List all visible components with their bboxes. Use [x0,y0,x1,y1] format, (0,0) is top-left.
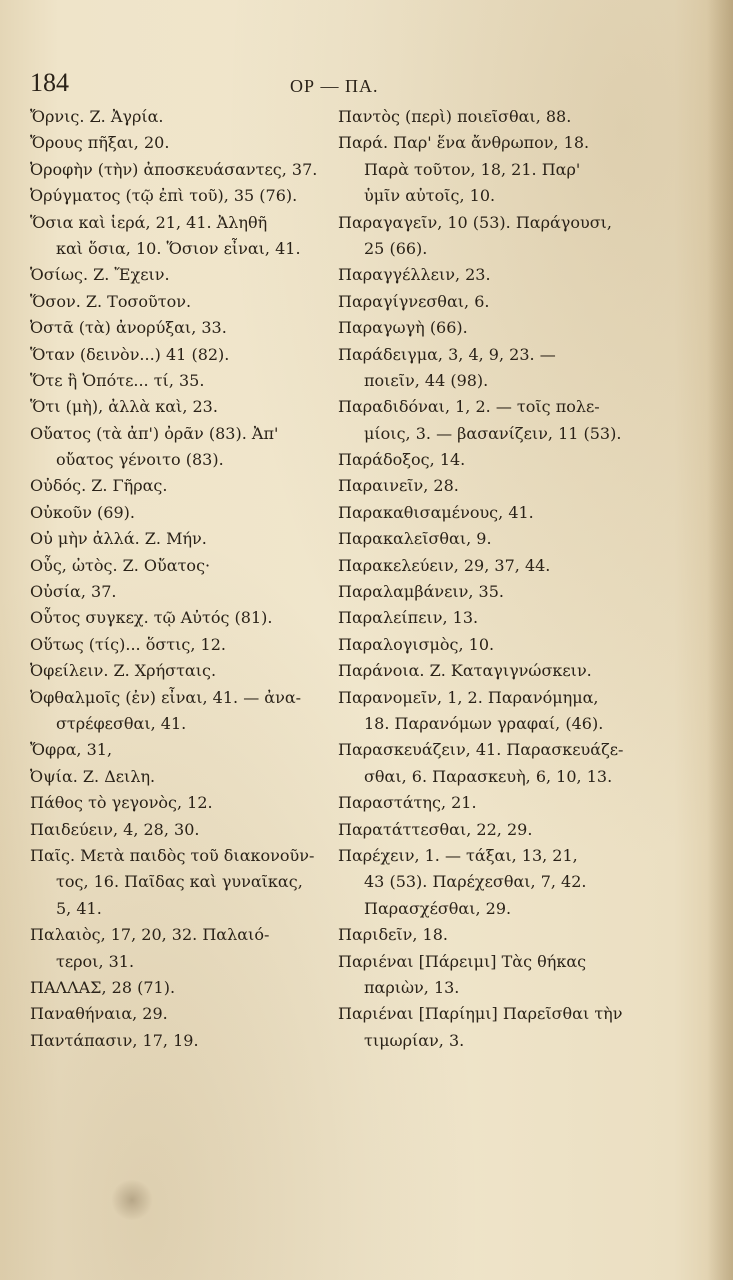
index-entry-continuation: Παρὰ τοῦτον, 18, 21. Παρ' [364,159,581,179]
index-entry: Παλαιὸς, 17, 20, 32. Παλαιό- [30,925,270,945]
index-entry: Ὀψία. Ζ. Δειλη. [30,766,156,786]
index-entry: Ὄρους πῆξαι, 20. [30,133,170,153]
index-entry: Παντάπασιν, 17, 19. [30,1030,199,1050]
index-entry: Παραγωγὴ (66). [338,318,468,338]
index-entry: Παράνοια. Ζ. Καταγιγνώσκειν. [338,661,592,681]
index-entry: Παρακελεύειν, 29, 37, 44. [338,555,551,575]
index-entry: Παρακαθισαμένους, 41. [338,502,534,522]
running-head: ΟΡ — ΠΑ. [290,76,379,96]
index-entry: Παραλαμβάνειν, 35. [338,582,504,602]
index-entry: Παριέναι [Παρίημι] Παρεῖσθαι τὴν [338,1004,623,1024]
index-entry-continuation: παριὼν, 13. [364,977,460,997]
index-entry: Οὐ μὴν ἀλλά. Ζ. Μήν. [30,529,207,549]
index-entry: Ὀφθαλμοῖς (ἐν) εἶναι, 41. — ἀνα- [30,687,302,707]
index-entry: Παρακαλεῖσθαι, 9. [338,529,492,549]
index-entry: Ὅσια καὶ ἱερά, 21, 41. Ἀληθῆ [30,212,268,232]
index-entry-continuation: μίοις, 3. — βασανίζειν, 11 (53). [364,423,622,443]
index-entry: Ὀφείλειν. Ζ. Χρήσταις. [30,661,217,681]
index-entry: Ὅτε ἢ Ὁπότε... τί, 35. [30,370,205,390]
index-entry-continuation: στρέφεσθαι, 41. [56,713,187,733]
index-entry-continuation: 18. Παρανόμων γραφαί, (46). [364,713,604,733]
index-column-left [30,104,330,1054]
index-entry: Παναθήναια, 29. [30,1004,168,1024]
index-entry: Ὅταν (δεινὸν...) 41 (82). [30,344,230,364]
index-entry: Οὗτος συγκεχ. τῷ Αὐτός (81). [30,608,273,628]
index-entry-continuation: τεροι, 31. [56,951,135,971]
index-entry-continuation: τος, 16. Παῖδας καὶ γυναῖκας, [56,872,303,892]
index-entry: Παραινεῖν, 28. [338,476,459,496]
index-entry: Παῖς. Μετὰ παιδὸς τοῦ διακονοῦν- [30,845,315,865]
index-entry: Παραγίγνεσθαι, 6. [338,291,490,311]
index-entry: Παραγαγεῖν, 10 (53). Παράγουσι, [338,212,612,232]
index-entry-continuation: ποιεῖν, 44 (98). [364,370,489,390]
index-entry: Παρέχειν, 1. — τάξαι, 13, 21, [338,845,578,865]
index-entry: Παιδεύειν, 4, 28, 30. [30,819,200,839]
index-entry: Παριδεῖν, 18. [338,925,448,945]
page-number: 184 [30,68,69,97]
index-entry: Ὀστᾶ (τὰ) ἀνορύξαι, 33. [30,318,227,338]
index-entry: Οὕτως (τίς)... ὅστις, 12. [30,634,226,654]
index-entry: Ὀρύγματος (τῷ ἐπὶ τοῦ), 35 (76). [30,186,298,206]
ink-smudge [110,1180,154,1220]
index-entry: Παράδειγμα, 3, 4, 9, 23. — [338,344,556,364]
index-entry: Παραλείπειν, 13. [338,608,479,628]
index-entry: Παρατάττεσθαι, 22, 29. [338,819,533,839]
index-entry-continuation: 5, 41. [56,898,102,918]
index-entry: Οὐσία, 37. [30,582,117,602]
index-entry: Ὅσον. Ζ. Τοσοῦτον. [30,291,192,311]
index-entry: Παντὸς (περὶ) ποιεῖσθαι, 88. [338,107,572,126]
index-entry: Οὔατος (τὰ ἀπ') ὀρᾶν (83). Ἀπ' [30,423,279,443]
index-entry: Οὖς, ὠτὸς. Ζ. Οὔατος· [30,555,211,575]
index-entry: Ὁσίως. Ζ. Ἔχειν. [30,265,170,285]
index-entry-continuation: καὶ ὅσια, 10. Ὅσιον εἶναι, 41. [56,238,301,258]
index-entry: Πάθος τὸ γεγονὸς, 12. [30,793,213,813]
index-entry: Παράδοξος, 14. [338,450,466,470]
index-entry-continuation: 43 (53). Παρέχεσθαι, 7, 42. [364,872,587,892]
index-entry: Ὀροφὴν (τὴν) ἀποσκευάσαντες, 37. [30,159,318,179]
page-gutter-shadow [707,0,733,1280]
index-entry: Παρασκευάζειν, 41. Παρασκευάζε- [338,740,624,760]
index-entry: Ὄρνις. Ζ. Ἀγρία. [30,107,164,126]
index-entry: Παρανομεῖν, 1, 2. Παρανόμημα, [338,687,599,707]
index-entry: Παραστάτης, 21. [338,793,477,813]
index-entry-continuation: σθαι, 6. Παρασκευὴ, 6, 10, 13. [364,766,613,786]
index-entry-continuation: ὑμῖν αὐτοῖς, 10. [364,186,496,206]
index-entry-continuation: Παρασχέσθαι, 29. [364,898,512,918]
index-entry: Ὄφρα, 31, [30,740,113,760]
page-header [30,66,710,106]
index-entry: Οὐδός. Ζ. Γῆρας. [30,476,168,496]
index-column-right [338,104,708,1054]
index-entry: Οὐκοῦν (69). [30,502,135,522]
index-entry: Παραδιδόναι, 1, 2. — τοῖς πολε- [338,397,600,417]
index-entry: Παραλογισμὸς, 10. [338,634,495,654]
index-entry: Παραγγέλλειν, 23. [338,265,491,285]
index-entry-continuation: οὔατος γένοιτο (83). [56,450,224,470]
index-entry: Παριέναι [Πάρειμι] Τὰς θήκας [338,951,587,971]
index-entry: ΠΑΛΛΑΣ, 28 (71). [30,977,176,997]
index-entry: Παρά. Παρ' ἕνα ἄνθρωπον, 18. [338,133,590,153]
index-entry-continuation: τιμωρίαν, 3. [364,1030,465,1050]
index-entry-continuation: 25 (66). [364,238,428,258]
index-entry: Ὅτι (μὴ), ἀλλὰ καὶ, 23. [30,397,218,417]
